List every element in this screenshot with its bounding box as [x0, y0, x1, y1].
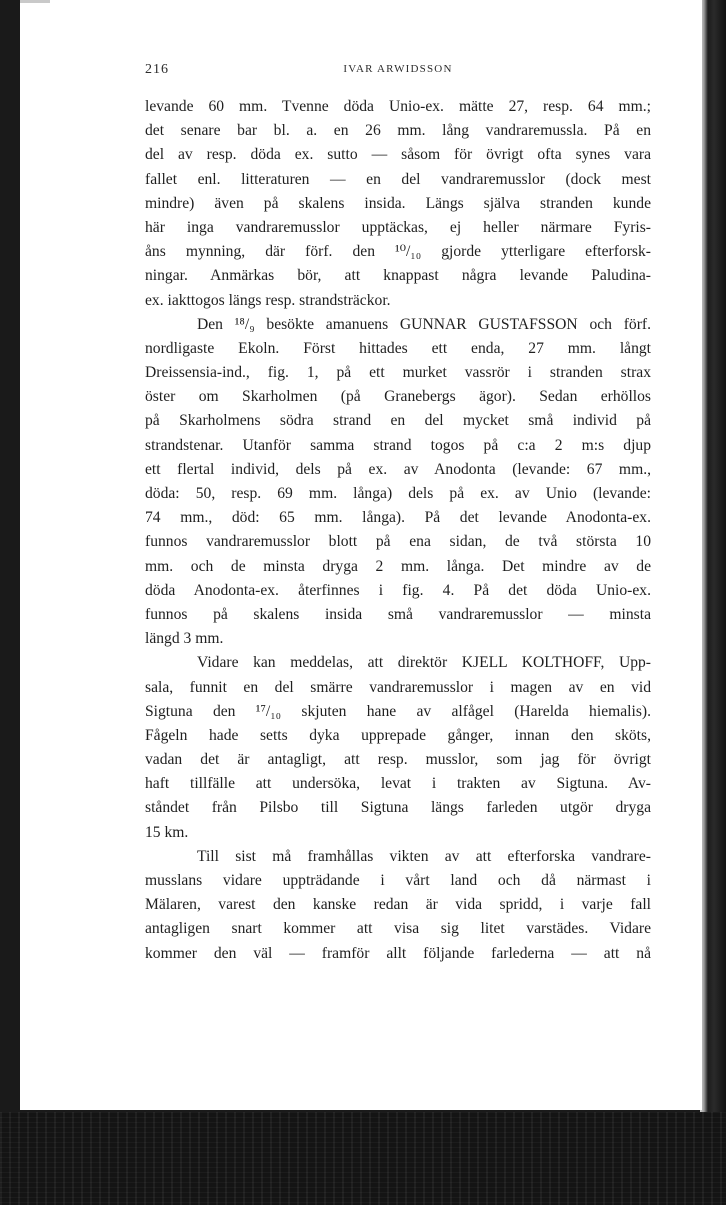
scan-bottom-strip — [0, 1112, 726, 1205]
running-title: IVAR ARWIDSSON — [343, 63, 453, 75]
text-line: fallet enl. litteraturen — en del vandraremusslor (dock mest — [145, 170, 651, 188]
text-line: det senare bar bl. a. en 26 mm. lång vandraremussla. På en — [145, 122, 651, 140]
corner-mark — [20, 0, 50, 3]
text-line: ett flertal individ, dels på ex. av Anodonta (levande: 67 mm., — [145, 460, 651, 478]
text-line: längd 3 mm. — [145, 630, 224, 648]
text-line: Fågeln hade setts dyka upprepade gånger, innan den sköts, — [145, 726, 651, 744]
text-line: på Skarholmens södra strand en del mycket små individ på — [145, 412, 651, 430]
text-line: 15 km. — [145, 823, 189, 841]
text-line: ståndet från Pilsbo till Sigtuna längs farleden utgör dryga — [145, 799, 651, 817]
text-line: döda Anodonta-ex. återfinnes i fig. 4. På det döda Unio-ex. — [145, 581, 651, 599]
text-line: vadan det är antagligt, att resp. musslor, som jag för övrigt — [145, 751, 651, 769]
text-line: Den ¹⁸/₉ besökte amanuens GUNNAR GUSTAFSSON och förf. — [197, 315, 651, 333]
text-line: Dreissensia-ind., fig. 1, på ett murket vassrör i stranden strax — [145, 364, 651, 382]
text-line: Sigtuna den ¹⁷/₁₀ skjuten hane av alfågel (Harelda hiemalis). — [145, 702, 651, 720]
text-line: nordligaste Ekoln. Först hittades ett enda, 27 mm. långt — [145, 339, 651, 357]
text-line: funnos på skalens insida små vandraremusslor — minsta — [145, 605, 651, 623]
text-line: kommer den väl — framför allt följande farlederna — att nå — [145, 944, 651, 962]
page-number: 216 — [145, 62, 169, 77]
text-line: Till sist må framhållas vikten av att efterforska vandrare- — [197, 847, 651, 865]
text-line: döda: 50, resp. 69 mm. långa) dels på ex. av Unio (levande: — [145, 485, 651, 502]
text-line: levande 60 mm. Tvenne döda Unio-ex. mätte 27, resp. 64 mm.; — [145, 98, 651, 115]
text-line: här inga vandraremusslor upptäckas, ej heller närmare Fyris- — [145, 218, 651, 236]
text-line: öster om Skarholmen (på Granebergs ägor). Sedan erhöllos — [145, 388, 651, 406]
text-line: funnos vandraremusslor blott på ena sidan, de två största 10 — [145, 533, 651, 551]
text-line: mm. och de minsta dryga 2 mm. långa. Det mindre av de — [145, 557, 651, 575]
scan-right-edge — [700, 0, 726, 1205]
text-line: 74 mm., död: 65 mm. långa). På det levande Anodonta-ex. — [145, 509, 651, 527]
text-line: mindre) även på skalens insida. Längs själva stranden kunde — [145, 194, 651, 212]
text-line: sala, funnit en del smärre vandraremusslor i magen av en vid — [145, 678, 651, 696]
text-line: åns mynning, där förf. den ¹⁰/₁₀ gjorde ytterligare efterforsk- — [145, 243, 651, 261]
text-line: ningar. Anmärkas bör, att knappast några levande Paludina- — [145, 267, 651, 285]
text-line: antagligen snart kommer att visa sig litet varstädes. Vidare — [145, 920, 651, 938]
text-line: Vidare kan meddelas, att direktör KJELL KOLTHOFF, Upp- — [197, 654, 651, 672]
text-line: strandstenar. Utanför samma strand togos på c:a 2 m:s djup — [145, 436, 651, 454]
text-line: Mälaren, varest den kanske redan är vida spridd, i varje fall — [145, 896, 651, 914]
text-line: ex. iakttogos längs resp. strandsträckor. — [145, 291, 391, 309]
running-head — [145, 62, 651, 80]
text-line: haft tillfälle att undersöka, levat i trakten av Sigtuna. Av- — [145, 775, 651, 793]
text-line: del av resp. döda ex. sutto — såsom för övrigt ofta synes vara — [145, 146, 651, 164]
text-line: musslans vidare uppträdande i vårt land och då närmast i — [145, 872, 651, 889]
book-page — [20, 0, 702, 1110]
body-text — [145, 95, 651, 966]
